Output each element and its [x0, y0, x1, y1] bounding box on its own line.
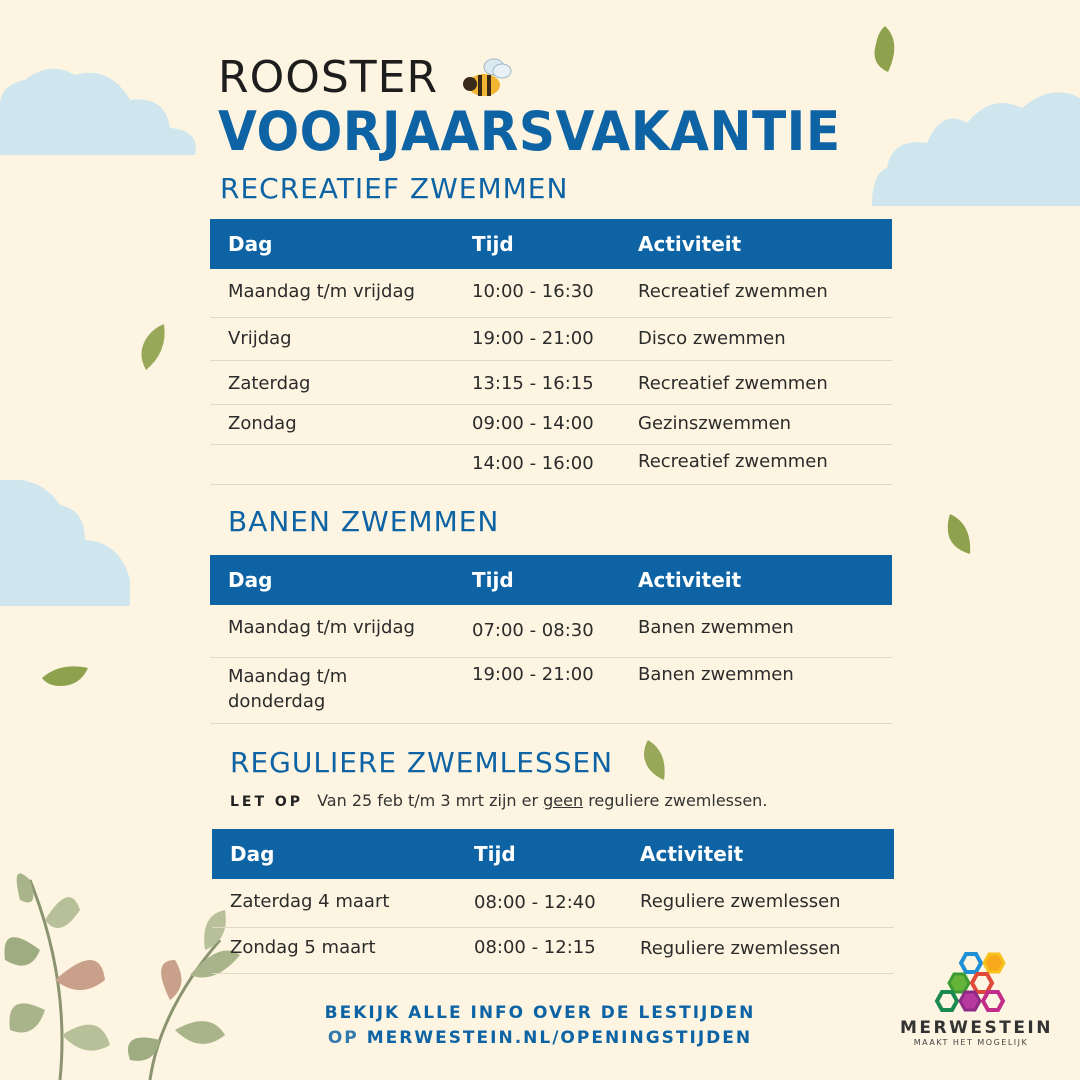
page-title-line2: VOORJAARSVAKANTIE [218, 100, 841, 163]
footer-link[interactable]: MERWESTEIN.NL/OPENINGSTIJDEN [366, 1028, 753, 1048]
cell-dag: Zondag [210, 404, 454, 444]
leaf-icon-top-right [868, 24, 902, 76]
header-activiteit: Activiteit [622, 829, 894, 879]
section-title-recreatief: RECREATIEF ZWEMMEN [220, 172, 569, 205]
section-title-lessen: REGULIERE ZWEMLESSEN [230, 746, 614, 779]
cloud-decoration-top-right [872, 88, 1080, 208]
cell-activiteit: Recreatief zwemmen [620, 269, 892, 317]
bee-icon [460, 55, 516, 101]
table-row [210, 360, 892, 404]
leaf-icon-section [640, 738, 670, 782]
cell-tijd: 13:15 - 16:15 [454, 360, 620, 404]
cell-activiteit: Banen zwemmen [620, 657, 892, 723]
table-row [212, 879, 894, 927]
table-row [210, 404, 892, 444]
cell-tijd: 08:00 - 12:15 [456, 927, 622, 973]
cell-activiteit: Gezinszwemmen [620, 404, 892, 444]
footer-prefix: OP [327, 1028, 367, 1048]
cell-tijd: 08:00 - 12:40 [456, 879, 622, 927]
header-tijd: Tijd [456, 829, 622, 879]
cell-dag: Maandag t/m vrijdag [210, 605, 454, 657]
title-rooster-text: ROOSTER [218, 52, 439, 103]
table-header-row [212, 829, 894, 879]
recreatief-table [210, 219, 892, 485]
footer-line1: BEKIJK ALLE INFO OVER DE LESTIJDEN [324, 1003, 756, 1023]
cell-activiteit: Recreatief zwemmen [620, 360, 892, 404]
table-header-row [210, 219, 892, 269]
cell-activiteit: Recreatief zwemmen [620, 444, 892, 484]
leaf-icon-right-middle [944, 512, 974, 556]
table-row [210, 444, 892, 484]
section-title-banen: BANEN ZWEMMEN [228, 505, 500, 538]
table-row [212, 927, 894, 973]
cell-tijd: 10:00 - 16:30 [454, 269, 620, 317]
notice-text-after: reguliere zwemlessen. [583, 791, 768, 810]
logo-name: MERWESTEIN [900, 1018, 1053, 1038]
header-dag: Dag [210, 219, 454, 269]
leaf-icon-left-upper [136, 322, 168, 372]
cell-tijd: 09:00 - 14:00 [454, 404, 620, 444]
cloud-decoration-left [0, 480, 132, 608]
cell-dag: Zondag 5 maart [212, 927, 456, 973]
cell-activiteit: Reguliere zwemlessen [622, 879, 894, 927]
logo-tagline: MAAKT HET MOGELIJK [913, 1038, 1029, 1047]
merwestein-logo-icon [934, 952, 1010, 1014]
notice-text [230, 791, 767, 810]
lessen-table [212, 829, 894, 974]
cell-activiteit: Banen zwemmen [620, 605, 892, 657]
cell-dag: Zaterdag 4 maart [212, 879, 456, 927]
cell-tijd: 19:00 - 21:00 [454, 657, 620, 723]
cell-dag: Vrijdag [210, 317, 454, 360]
banen-table [210, 555, 892, 724]
table-header-row [210, 555, 892, 605]
cell-activiteit: Reguliere zwemlessen [622, 927, 894, 973]
notice-label: LET OP [230, 794, 304, 810]
cell-dag: Zaterdag [210, 360, 454, 404]
cell-dag [210, 444, 454, 484]
table-row [210, 269, 892, 317]
leaf-icon-left-lower [40, 662, 90, 690]
notice-text-before: Van 25 feb t/m 3 mrt zijn er [317, 791, 544, 810]
header-tijd: Tijd [454, 219, 620, 269]
cell-dag: Maandag t/m donderdag [210, 657, 454, 723]
cell-dag: Maandag t/m vrijdag [210, 269, 454, 317]
cloud-decoration-top-left [0, 60, 200, 160]
header-tijd: Tijd [454, 555, 620, 605]
notice-text-underlined: geen [543, 791, 584, 810]
cell-activiteit: Disco zwemmen [620, 317, 892, 360]
header-activiteit: Activiteit [620, 219, 892, 269]
table-row [210, 657, 892, 723]
cell-tijd: 19:00 - 21:00 [454, 317, 620, 360]
header-dag: Dag [210, 555, 454, 605]
table-row [210, 605, 892, 657]
cell-tijd: 14:00 - 16:00 [454, 444, 620, 484]
cell-tijd: 07:00 - 08:30 [454, 605, 620, 657]
header-activiteit: Activiteit [620, 555, 892, 605]
table-row [210, 317, 892, 360]
header-dag: Dag [212, 829, 456, 879]
page-title-line1 [218, 52, 516, 103]
